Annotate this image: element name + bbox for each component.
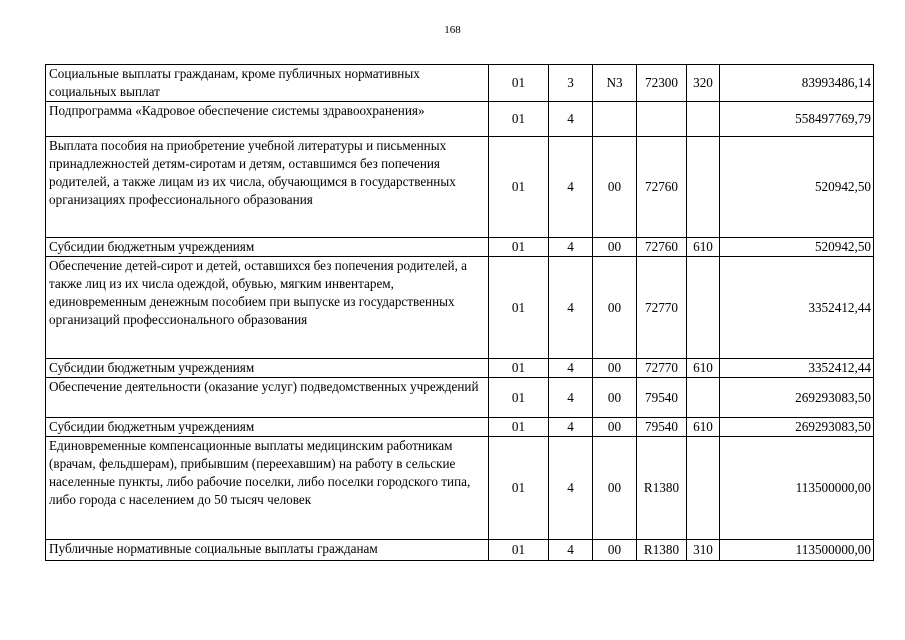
row-code-3: 00 — [593, 257, 637, 359]
row-code-4: 79540 — [637, 378, 687, 418]
row-code-4: 72770 — [637, 359, 687, 378]
row-code-3: 00 — [593, 540, 637, 561]
row-code-1: 01 — [489, 418, 549, 437]
row-code-5: 310 — [687, 540, 720, 561]
row-code-3: N3 — [593, 65, 637, 102]
table-row — [46, 540, 874, 561]
row-code-4: 72760 — [637, 238, 687, 257]
row-amount: 3352412,44 — [720, 257, 874, 359]
row-name: Выплата пособия на приобретение учебной литературы и письменных принадлежностей детям-сиротам и детям, оставшимся без попечения родителей, а также лицам из их числа, обучающимся в государственных организациях профессионального образования — [46, 137, 489, 238]
row-code-2: 4 — [549, 540, 593, 561]
row-code-5 — [687, 257, 720, 359]
table-row — [46, 437, 874, 540]
table-row — [46, 238, 874, 257]
row-code-3 — [593, 102, 637, 137]
row-amount: 520942,50 — [720, 238, 874, 257]
row-code-4 — [637, 102, 687, 137]
row-code-4: 79540 — [637, 418, 687, 437]
row-amount: 113500000,00 — [720, 540, 874, 561]
row-code-4: R1380 — [637, 540, 687, 561]
row-code-5 — [687, 102, 720, 137]
table-row — [46, 418, 874, 437]
row-code-4: R1380 — [637, 437, 687, 540]
row-amount: 3352412,44 — [720, 359, 874, 378]
table-row — [46, 137, 874, 238]
budget-table — [45, 64, 874, 561]
row-code-5 — [687, 437, 720, 540]
row-code-5: 610 — [687, 359, 720, 378]
row-amount: 520942,50 — [720, 137, 874, 238]
row-code-5: 320 — [687, 65, 720, 102]
row-name: Субсидии бюджетным учреждениям — [46, 238, 489, 257]
row-code-5 — [687, 137, 720, 238]
table-row — [46, 257, 874, 359]
row-name: Социальные выплаты гражданам, кроме публичных нормативных социальных выплат — [46, 65, 489, 102]
row-code-1: 01 — [489, 65, 549, 102]
row-code-1: 01 — [489, 137, 549, 238]
row-code-3: 00 — [593, 238, 637, 257]
row-amount: 269293083,50 — [720, 418, 874, 437]
table-row — [46, 102, 874, 137]
row-code-3: 00 — [593, 378, 637, 418]
row-code-1: 01 — [489, 540, 549, 561]
row-name: Обеспечение деятельности (оказание услуг) подведомственных учреждений — [46, 378, 489, 418]
row-code-3: 00 — [593, 437, 637, 540]
row-code-2: 4 — [549, 418, 593, 437]
table-row — [46, 378, 874, 418]
row-code-5: 610 — [687, 418, 720, 437]
row-code-2: 4 — [549, 437, 593, 540]
row-code-1: 01 — [489, 102, 549, 137]
table-row — [46, 65, 874, 102]
row-code-2: 4 — [549, 257, 593, 359]
row-code-1: 01 — [489, 378, 549, 418]
row-code-2: 4 — [549, 378, 593, 418]
row-code-1: 01 — [489, 437, 549, 540]
row-code-1: 01 — [489, 238, 549, 257]
row-name: Публичные нормативные социальные выплаты гражданам — [46, 540, 489, 561]
row-name: Субсидии бюджетным учреждениям — [46, 359, 489, 378]
row-code-2: 4 — [549, 137, 593, 238]
row-code-3: 00 — [593, 418, 637, 437]
row-code-1: 01 — [489, 359, 549, 378]
row-amount: 269293083,50 — [720, 378, 874, 418]
row-amount: 113500000,00 — [720, 437, 874, 540]
page-number: 168 — [444, 24, 461, 36]
row-code-5 — [687, 378, 720, 418]
row-code-2: 4 — [549, 238, 593, 257]
row-code-2: 4 — [549, 359, 593, 378]
row-code-4: 72300 — [637, 65, 687, 102]
row-code-1: 01 — [489, 257, 549, 359]
row-code-2: 4 — [549, 102, 593, 137]
table-row — [46, 359, 874, 378]
row-amount: 83993486,14 — [720, 65, 874, 102]
row-code-3: 00 — [593, 137, 637, 238]
row-code-2: 3 — [549, 65, 593, 102]
row-code-5: 610 — [687, 238, 720, 257]
row-code-4: 72770 — [637, 257, 687, 359]
row-amount: 558497769,79 — [720, 102, 874, 137]
row-code-3: 00 — [593, 359, 637, 378]
row-name: Подпрограмма «Кадровое обеспечение системы здравоохранения» — [46, 102, 489, 137]
row-code-4: 72760 — [637, 137, 687, 238]
row-name: Единовременные компенсационные выплаты медицинским работникам (врачам, фельдшерам), прибывшим (переехавшим) на работу в сельские населенные пункты, либо рабочие поселки, либо поселки городского типа, либо города с населением до 50 тысяч человек — [46, 437, 489, 540]
row-name: Субсидии бюджетным учреждениям — [46, 418, 489, 437]
row-name: Обеспечение детей-сирот и детей, оставшихся без попечения родителей, а также лиц из их числа одеждой, обувью, мягким инвентарем, единовременным денежным пособием при выпуске из государственных организаций профессионального образования — [46, 257, 489, 359]
